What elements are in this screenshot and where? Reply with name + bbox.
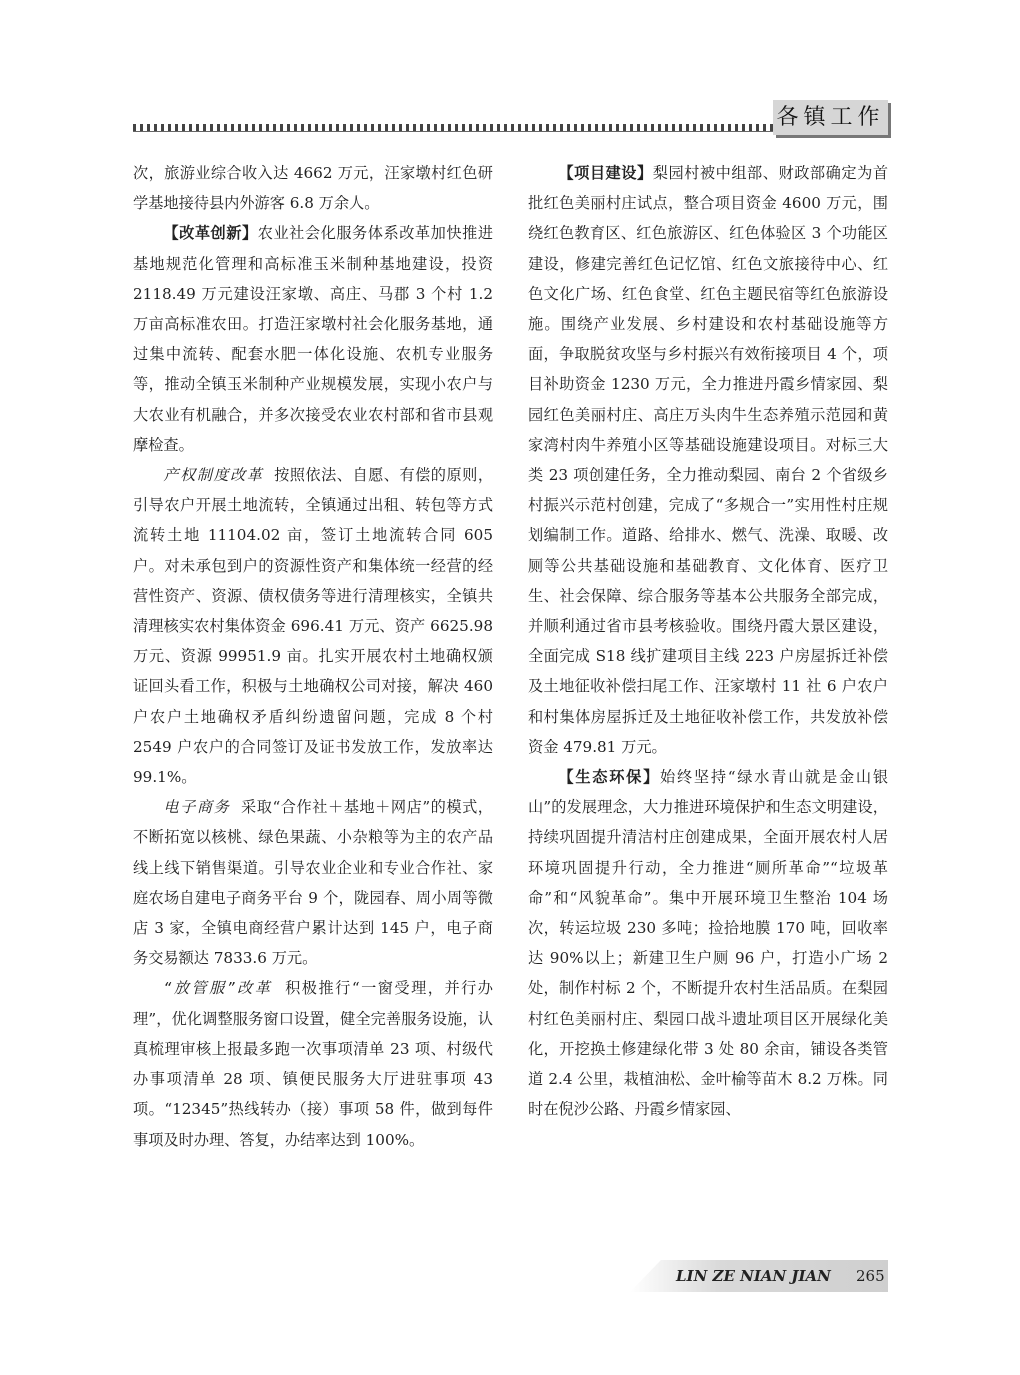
- paragraph-heading: “放管服”改革: [163, 979, 273, 998]
- header-rule: [133, 131, 773, 132]
- paragraph: 【生态环保】始终坚持“绿水青山就是金山银山”的发展理念，大力推进环境保护和生态文明建设，持续巩固提升清洁村庄创建成果，全面开展农村人居环境巩固提升行动，全力推进“厕所革命”“垃圾革命”和“风貌革命”。集中开展环境卫生整治 104 场次，转运垃圾 230 多吨；捡拾地膜 170 吨，回收率达 90%以上；新建卫生户厕 96 户，打造小广场 2 处，制作村标 2 个，不断提升农村生活品质。在梨园村红色美丽村庄、梨园口战斗遗址项目区开展绿化美化，开挖换土修建绿化带 3 处 80 余亩，铺设各类管道 2.4 公里，栽植油松、金叶榆等苗木 8.2 万株。同时在倪沙公路、丹霞乡情家园、: [528, 768, 889, 1119]
- paragraph: 【项目建设】梨园村被中组部、财政部确定为首批红色美丽村庄试点，整合项目资金 4600 万元，围绕红色教育区、红色旅游区、红色体验区 3 个功能区建设，修建完善红色记忆馆、红色文旅接待中心、红色文化广场、红色食堂、红色主题民宿等红色旅游设施。围绕产业发展、乡村建设和农村基础设施等方面，争取脱贫攻坚与乡村振兴有效衔接项目 4 个，项目补助资金 1230 万元，全力推进丹霞乡情家园、梨园红色美丽村庄、高庄万头肉牛生态养殖示范园和黄家湾村肉牛养殖小区等基础设施建设项目。对标三大类 23 项创建任务，全力推动梨园、南台 2 个省级乡村振兴示范村创建，完成了“多规合一”实用性村庄规划编制工作。道路、给排水、燃气、洗澡、取暖、改厕等公共基础设施和基础教育、文化体育、医疗卫生、社会保障、综合服务等基本公共服务全部完成，并顺利通过省市县考核验收。围绕丹霞大景区建设，全面完成 S18 线扩建项目主线 223 户房屋拆迁补偿及土地征收补偿扫尾工作、汪家墩村 11 社 6 户农户和村集体房屋拆迁及土地征收补偿工作，共发放补偿资金 479.81 万元。: [528, 164, 889, 756]
- paragraph-heading: 产权制度改革: [163, 466, 264, 485]
- paragraph-heading: 【生态环保】: [558, 768, 661, 787]
- header-dotted-rule: [133, 124, 773, 131]
- paragraph: 电子商务 采取“合作社＋基地＋网店”的模式，不断拓宽以核桃、绿色果蔬、小杂粮等为主的农产品线上线下销售渠道。引导农业企业和专业合作社、家庭农场自建电子商务平台 9 个，陇园春、周小周等微店 3 家，全镇电商经营户累计达到 145 户，电子商务交易额达 7833.6 万元。: [133, 798, 493, 968]
- paragraph: 产权制度改革 按照依法、自愿、有偿的原则，引导农户开展土地流转，全镇通过出租、转包等方式流转土地 11104.02 亩，签订土地流转合同 605 户。对未承包到户的资源性资产和集体统一经营的经营性资产、资源、债权债务等进行清理核实，全镇共清理核实农村集体资金 696.41 万元、资产 6625.98 万元、资源 99951.9 亩。扎实开展农村土地确权颁证回头看工作，积极与土地确权公司对接，解决 460 户农户土地确权矛盾纠纷遗留问题，完成 8 个村 2549 户农户的合同签订及证书发放工作，发放率达 99.1%。: [133, 466, 494, 787]
- paragraph-heading: 电子商务: [163, 798, 231, 817]
- paragraph-heading: 【改革创新】: [163, 224, 258, 243]
- page-header: [0, 0, 1020, 150]
- paragraph: 次，旅游业综合收入达 4662 万元，汪家墩村红色研学基地接待县内外游客 6.8 万余人。: [133, 164, 493, 213]
- left-column: [133, 158, 493, 1155]
- page-number: 265: [856, 1267, 885, 1285]
- paragraph: 【改革创新】农业社会化服务体系改革加快推进基地规范化管理和高标准玉米制种基地建设，投资 2118.49 万元建设汪家墩、高庄、马郡 3 个村 1.2 万亩高标准农田。打造汪家墩村社会化服务基地，通过集中流转、配套水肥一体化设施、农机专业服务等，推动全镇玉米制种产业规模发展，实现小农户与大农业有机融合，并多次接受农业农村部和省市县观摩检查。: [133, 224, 494, 454]
- paragraph: “放管服”改革 积极推行“一窗受理，并行办理”，优化调整服务窗口设置，健全完善服务设施，认真梳理审核上报最多跑一次事项清单 23 项、村级代办事项清单 28 项、镇便民服务大厅进驻事项 43 项。“12345”热线转办（接）事项 58 件，做到每件事项及时办理、答复，办结率达到 100%。: [133, 979, 493, 1149]
- section-title: 各镇工作: [773, 100, 888, 135]
- journal-name: LIN ZE NIAN JIAN: [676, 1267, 831, 1285]
- paragraph-heading: 【项目建设】: [558, 164, 653, 182]
- right-column: [528, 158, 888, 1125]
